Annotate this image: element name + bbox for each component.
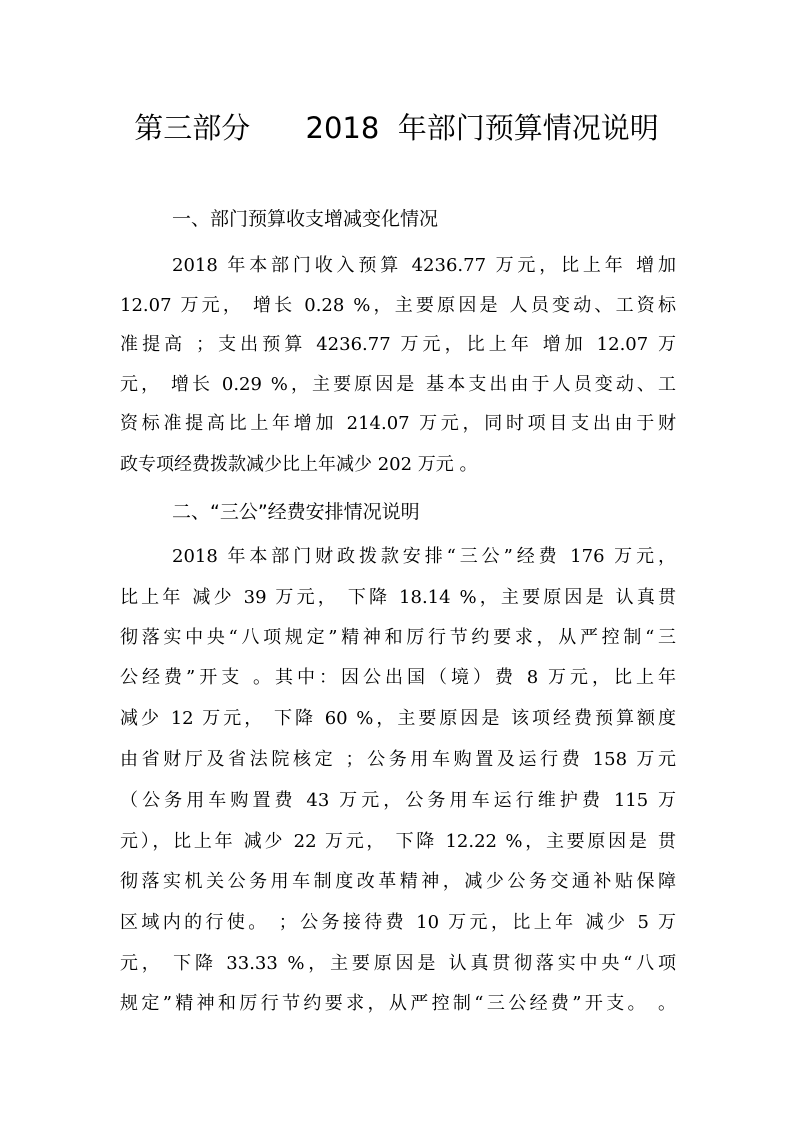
paragraph-line: 资标准提高比上年增加 214.07 万元，同时项目支出由于财 [120,413,676,434]
page-title: 第三部分 2018 年部门预算情况说明 [134,111,659,145]
paragraph-line: 2018 年本部门收入预算 4236.77 万元，比上年 增加 [172,255,676,276]
paragraph-line: 彻落实机关公务用车制度改革精神，减少公务交通补贴保障 [120,871,676,892]
paragraph-line: 元， 增长 0.29 %，主要原因是 基本支出由于人员变动、工 [120,374,676,395]
paragraph-line: 元， 下降 33.33 %，主要原因是 认真贯彻落实中央“八项 [120,953,676,974]
paragraph-line: 12.07 万元， 增长 0.28 %，主要原因是 人员变动、工资标 [120,295,676,316]
paragraph-line: 准提高 ；支出预算 4236.77 万元，比上年 增加 12.07 万 [120,334,676,355]
paragraph-line: 2018 年本部门财政拨款安排“三公”经费 176 万元， [172,546,676,567]
paragraph-line: 规定”精神和厉行节约要求，从严控制“三公经费”开支。 。 [120,993,676,1014]
paragraph-line: （公务用车购置费 43 万元，公务用车运行维护费 115 万 [120,790,676,811]
section-heading-three-public-expenses: 二、“三公”经费安排情况说明 [172,501,420,523]
paragraph-line: 公经费”开支 。其中：因公出国（境）费 8 万元，比上年 [120,667,676,688]
paragraph-line: 彻落实中央“八项规定”精神和厉行节约要求，从严控制“三 [120,627,676,648]
paragraph-line: 元），比上年 减少 22 万元， 下降 12.22 %，主要原因是 贯 [120,831,676,852]
paragraph-line: 减少 12 万元， 下降 60 %，主要原因是 该项经费预算额度 [120,708,676,729]
paragraph-line: 政专项经费拨款减少比上年减少 202 万元 。 [120,454,478,475]
paragraph-line: 比上年 减少 39 万元， 下降 18.14 %，主要原因是 认真贯 [120,587,676,608]
paragraph-line: 由省财厅及省法院核定 ；公务用车购置及运行费 158 万元 [120,749,676,770]
section-heading-budget-changes: 一、部门预算收支增减变化情况 [172,208,439,230]
paragraph-line: 区域内的行使。 ；公务接待费 10 万元，比上年 减少 5 万 [120,912,676,933]
